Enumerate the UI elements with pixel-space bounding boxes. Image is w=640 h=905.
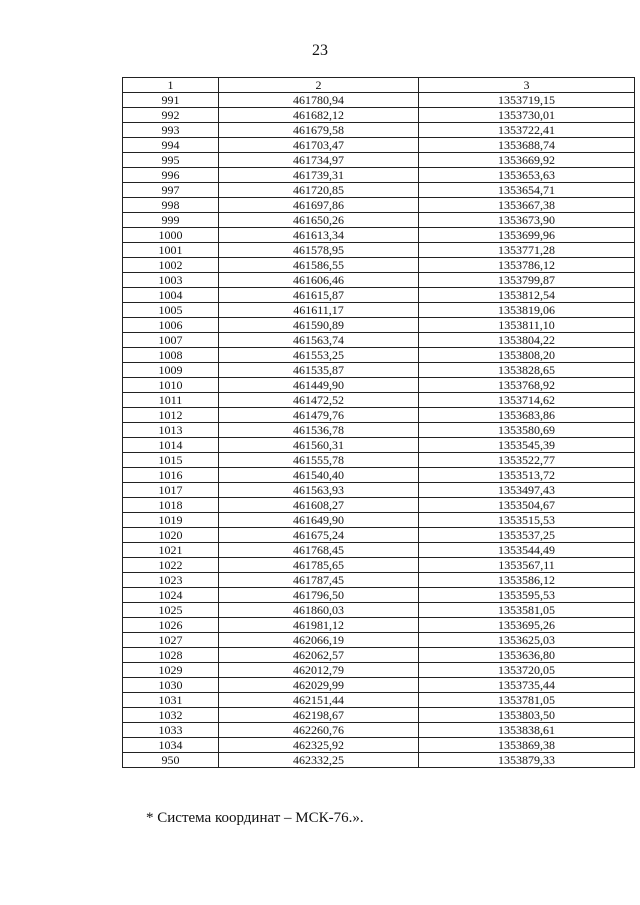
x-coordinate-cell: 461535,87 (219, 363, 419, 378)
table-row (123, 693, 635, 708)
y-coordinate-cell: 1353720,05 (419, 663, 635, 678)
point-number-cell: 1000 (123, 228, 219, 243)
table-row (123, 543, 635, 558)
y-coordinate-cell: 1353828,65 (419, 363, 635, 378)
table-row (123, 273, 635, 288)
point-number-cell: 992 (123, 108, 219, 123)
x-coordinate-cell: 461675,24 (219, 528, 419, 543)
table-row (123, 648, 635, 663)
point-number-cell: 1031 (123, 693, 219, 708)
y-coordinate-cell: 1353580,69 (419, 423, 635, 438)
y-coordinate-cell: 1353781,05 (419, 693, 635, 708)
y-coordinate-cell: 1353735,44 (419, 678, 635, 693)
x-coordinate-cell: 461553,25 (219, 348, 419, 363)
y-coordinate-cell: 1353812,54 (419, 288, 635, 303)
x-coordinate-cell: 462062,57 (219, 648, 419, 663)
x-coordinate-cell: 461860,03 (219, 603, 419, 618)
table-row (123, 603, 635, 618)
x-coordinate-cell: 461606,46 (219, 273, 419, 288)
point-number-cell: 993 (123, 123, 219, 138)
table-row (123, 243, 635, 258)
y-coordinate-cell: 1353513,72 (419, 468, 635, 483)
y-coordinate-cell: 1353768,92 (419, 378, 635, 393)
y-coordinate-cell: 1353595,53 (419, 588, 635, 603)
x-coordinate-cell: 461697,86 (219, 198, 419, 213)
table-row (123, 318, 635, 333)
table-row (123, 408, 635, 423)
table-row (123, 423, 635, 438)
table-row (123, 588, 635, 603)
point-number-cell: 1014 (123, 438, 219, 453)
point-number-cell: 1013 (123, 423, 219, 438)
table-row (123, 363, 635, 378)
point-number-cell: 1002 (123, 258, 219, 273)
x-coordinate-cell: 461560,31 (219, 438, 419, 453)
footnote: * Система координат – МСК-76.». (146, 810, 364, 826)
point-number-cell: 1016 (123, 468, 219, 483)
y-coordinate-cell: 1353869,38 (419, 738, 635, 753)
point-number-cell: 1008 (123, 348, 219, 363)
table-row (123, 123, 635, 138)
point-number-cell: 1006 (123, 318, 219, 333)
x-coordinate-cell: 462066,19 (219, 633, 419, 648)
table-row (123, 663, 635, 678)
x-coordinate-cell: 461682,12 (219, 108, 419, 123)
x-coordinate-cell: 461720,85 (219, 183, 419, 198)
y-coordinate-cell: 1353722,41 (419, 123, 635, 138)
table-row (123, 108, 635, 123)
x-coordinate-cell: 461739,31 (219, 168, 419, 183)
x-coordinate-cell: 461734,97 (219, 153, 419, 168)
point-number-cell: 997 (123, 183, 219, 198)
x-coordinate-cell: 461563,93 (219, 483, 419, 498)
y-coordinate-cell: 1353515,53 (419, 513, 635, 528)
table-row (123, 528, 635, 543)
y-coordinate-cell: 1353695,26 (419, 618, 635, 633)
x-coordinate-cell: 461796,50 (219, 588, 419, 603)
y-coordinate-cell: 1353497,43 (419, 483, 635, 498)
x-coordinate-cell: 461449,90 (219, 378, 419, 393)
x-coordinate-cell: 462325,92 (219, 738, 419, 753)
table-row (123, 153, 635, 168)
x-coordinate-cell: 461586,55 (219, 258, 419, 273)
table-row (123, 453, 635, 468)
x-coordinate-cell: 462260,76 (219, 723, 419, 738)
y-coordinate-cell: 1353544,49 (419, 543, 635, 558)
y-coordinate-cell: 1353667,38 (419, 198, 635, 213)
point-number-cell: 1003 (123, 273, 219, 288)
x-coordinate-cell: 461768,45 (219, 543, 419, 558)
x-coordinate-cell: 461785,65 (219, 558, 419, 573)
y-coordinate-cell: 1353504,67 (419, 498, 635, 513)
point-number-cell: 999 (123, 213, 219, 228)
y-coordinate-cell: 1353522,77 (419, 453, 635, 468)
point-number-cell: 1030 (123, 678, 219, 693)
table-row (123, 288, 635, 303)
point-number-cell: 1012 (123, 408, 219, 423)
x-coordinate-cell: 461472,52 (219, 393, 419, 408)
table-row (123, 183, 635, 198)
point-number-cell: 1024 (123, 588, 219, 603)
x-coordinate-cell: 461590,89 (219, 318, 419, 333)
y-coordinate-cell: 1353567,11 (419, 558, 635, 573)
table-row (123, 438, 635, 453)
coordinates-table (122, 77, 635, 768)
point-number-cell: 1010 (123, 378, 219, 393)
column-header-2: 2 (219, 78, 419, 93)
y-coordinate-cell: 1353803,50 (419, 708, 635, 723)
y-coordinate-cell: 1353808,20 (419, 348, 635, 363)
table-row (123, 228, 635, 243)
y-coordinate-cell: 1353811,10 (419, 318, 635, 333)
table-row (123, 303, 635, 318)
point-number-cell: 994 (123, 138, 219, 153)
table-row (123, 723, 635, 738)
column-header-3: 3 (419, 78, 635, 93)
x-coordinate-cell: 461578,95 (219, 243, 419, 258)
y-coordinate-cell: 1353625,03 (419, 633, 635, 648)
table-row (123, 558, 635, 573)
point-number-cell: 998 (123, 198, 219, 213)
page-number: 23 (312, 42, 328, 59)
table-row (123, 378, 635, 393)
table-row (123, 678, 635, 693)
y-coordinate-cell: 1353838,61 (419, 723, 635, 738)
y-coordinate-cell: 1353545,39 (419, 438, 635, 453)
x-coordinate-cell: 461650,26 (219, 213, 419, 228)
y-coordinate-cell: 1353683,86 (419, 408, 635, 423)
x-coordinate-cell: 461611,17 (219, 303, 419, 318)
x-coordinate-cell: 461613,34 (219, 228, 419, 243)
table-row (123, 633, 635, 648)
x-coordinate-cell: 461608,27 (219, 498, 419, 513)
x-coordinate-cell: 461679,58 (219, 123, 419, 138)
y-coordinate-cell: 1353786,12 (419, 258, 635, 273)
y-coordinate-cell: 1353719,15 (419, 93, 635, 108)
point-number-cell: 991 (123, 93, 219, 108)
x-coordinate-cell: 462151,44 (219, 693, 419, 708)
x-coordinate-cell: 461981,12 (219, 618, 419, 633)
point-number-cell: 1034 (123, 738, 219, 753)
point-number-cell: 950 (123, 753, 219, 768)
x-coordinate-cell: 461555,78 (219, 453, 419, 468)
table-row (123, 93, 635, 108)
point-number-cell: 1017 (123, 483, 219, 498)
table-row (123, 753, 635, 768)
table-row (123, 168, 635, 183)
y-coordinate-cell: 1353581,05 (419, 603, 635, 618)
point-number-cell: 1005 (123, 303, 219, 318)
point-number-cell: 995 (123, 153, 219, 168)
y-coordinate-cell: 1353537,25 (419, 528, 635, 543)
table-row (123, 393, 635, 408)
x-coordinate-cell: 461540,40 (219, 468, 419, 483)
point-number-cell: 1018 (123, 498, 219, 513)
y-coordinate-cell: 1353771,28 (419, 243, 635, 258)
point-number-cell: 1025 (123, 603, 219, 618)
point-number-cell: 1029 (123, 663, 219, 678)
table-row (123, 738, 635, 753)
y-coordinate-cell: 1353714,62 (419, 393, 635, 408)
y-coordinate-cell: 1353636,80 (419, 648, 635, 663)
point-number-cell: 1026 (123, 618, 219, 633)
point-number-cell: 1021 (123, 543, 219, 558)
point-number-cell: 996 (123, 168, 219, 183)
table-row (123, 468, 635, 483)
point-number-cell: 1032 (123, 708, 219, 723)
x-coordinate-cell: 461787,45 (219, 573, 419, 588)
table-row (123, 708, 635, 723)
y-coordinate-cell: 1353653,63 (419, 168, 635, 183)
table-row (123, 138, 635, 153)
point-number-cell: 1028 (123, 648, 219, 663)
table-row (123, 333, 635, 348)
y-coordinate-cell: 1353654,71 (419, 183, 635, 198)
y-coordinate-cell: 1353819,06 (419, 303, 635, 318)
point-number-cell: 1007 (123, 333, 219, 348)
table-row (123, 198, 635, 213)
table-row (123, 258, 635, 273)
y-coordinate-cell: 1353799,87 (419, 273, 635, 288)
x-coordinate-cell: 461563,74 (219, 333, 419, 348)
table-row (123, 513, 635, 528)
point-number-cell: 1009 (123, 363, 219, 378)
y-coordinate-cell: 1353699,96 (419, 228, 635, 243)
table-header-row (123, 78, 635, 93)
point-number-cell: 1015 (123, 453, 219, 468)
x-coordinate-cell: 462198,67 (219, 708, 419, 723)
column-header-1: 1 (123, 78, 219, 93)
x-coordinate-cell: 461649,90 (219, 513, 419, 528)
point-number-cell: 1011 (123, 393, 219, 408)
point-number-cell: 1027 (123, 633, 219, 648)
table-row (123, 213, 635, 228)
y-coordinate-cell: 1353586,12 (419, 573, 635, 588)
x-coordinate-cell: 461479,76 (219, 408, 419, 423)
point-number-cell: 1022 (123, 558, 219, 573)
table-row (123, 618, 635, 633)
point-number-cell: 1001 (123, 243, 219, 258)
table-row (123, 498, 635, 513)
x-coordinate-cell: 461780,94 (219, 93, 419, 108)
y-coordinate-cell: 1353804,22 (419, 333, 635, 348)
x-coordinate-cell: 462332,25 (219, 753, 419, 768)
x-coordinate-cell: 462029,99 (219, 678, 419, 693)
x-coordinate-cell: 461615,87 (219, 288, 419, 303)
point-number-cell: 1033 (123, 723, 219, 738)
x-coordinate-cell: 461703,47 (219, 138, 419, 153)
y-coordinate-cell: 1353669,92 (419, 153, 635, 168)
y-coordinate-cell: 1353688,74 (419, 138, 635, 153)
point-number-cell: 1019 (123, 513, 219, 528)
point-number-cell: 1004 (123, 288, 219, 303)
y-coordinate-cell: 1353879,33 (419, 753, 635, 768)
x-coordinate-cell: 461536,78 (219, 423, 419, 438)
x-coordinate-cell: 462012,79 (219, 663, 419, 678)
y-coordinate-cell: 1353673,90 (419, 213, 635, 228)
table-row (123, 573, 635, 588)
table-row (123, 483, 635, 498)
point-number-cell: 1020 (123, 528, 219, 543)
table-row (123, 348, 635, 363)
y-coordinate-cell: 1353730,01 (419, 108, 635, 123)
point-number-cell: 1023 (123, 573, 219, 588)
